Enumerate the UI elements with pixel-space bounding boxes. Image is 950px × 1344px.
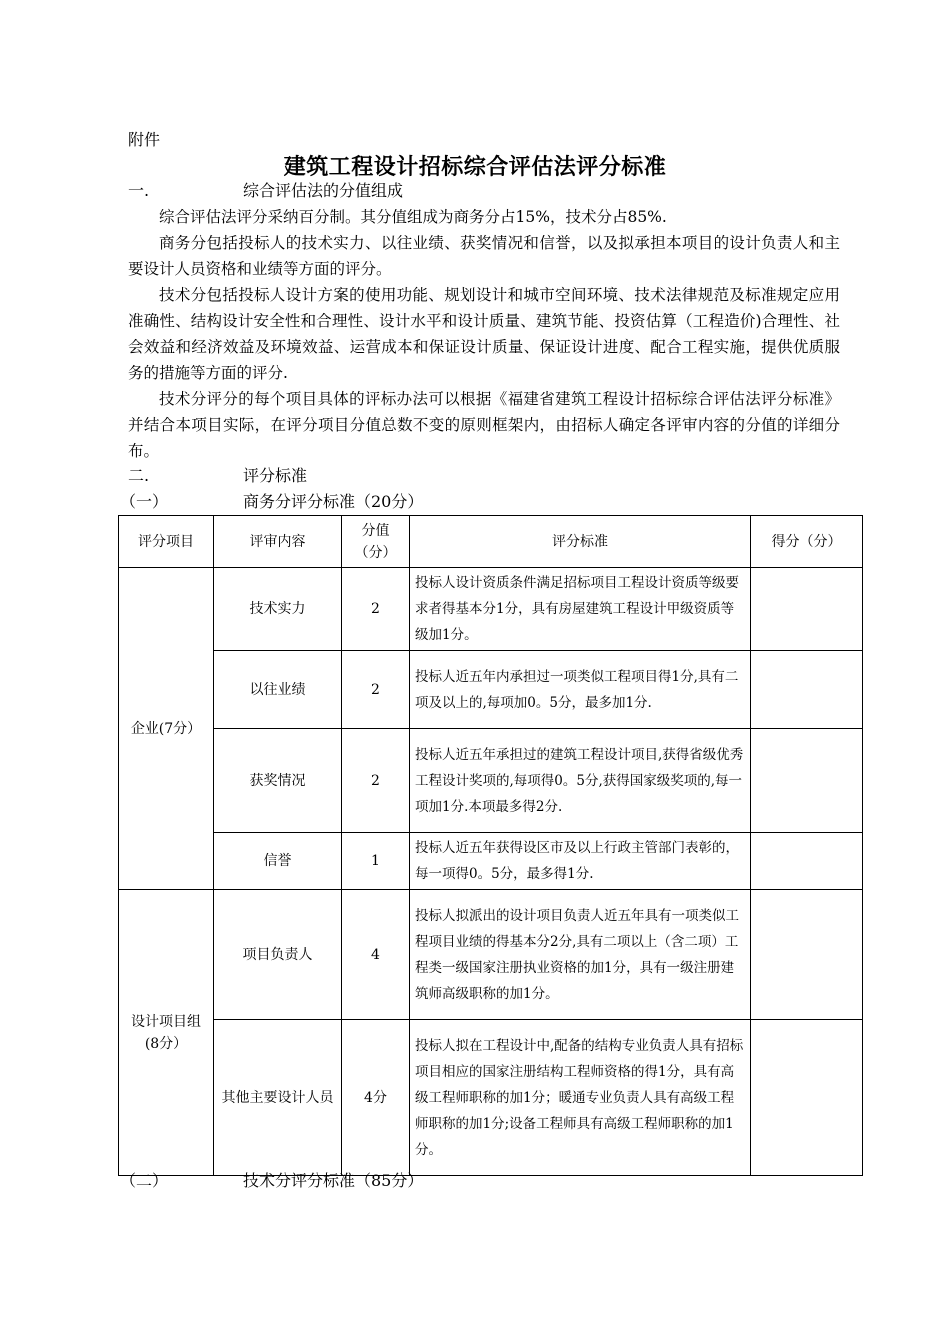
- subsection-2-title: 技术分评分标准（85分）: [243, 1171, 424, 1190]
- group-design-team: 设计项目组(8分）: [119, 890, 214, 1176]
- scoring-standard: 投标人设计资质条件满足招标项目工程设计资质等级要求者得基本分1分，具有房屋建筑工程设计甲级资质等级加1分。: [410, 568, 751, 651]
- score-value: 4: [342, 890, 410, 1020]
- score-value: 1: [342, 833, 410, 890]
- header-score: 分值（分）: [342, 516, 410, 568]
- group-enterprise: 企业(7分）: [119, 568, 214, 890]
- table-row: [119, 1020, 863, 1176]
- header-got: 得分（分）: [751, 516, 863, 568]
- section-1-title: 综合评估法的分值组成: [243, 181, 404, 200]
- table-header-row: [119, 516, 863, 568]
- got-score: [751, 729, 863, 833]
- review-content: 其他主要设计人员: [214, 1020, 342, 1176]
- scoring-standard: 投标人近五年获得设区市及以上行政主管部门表彰的，每一项得0。5分，最多得1分.: [410, 833, 751, 890]
- scoring-standard: 投标人拟在工程设计中,配备的结构专业负责人具有招标项目相应的国家注册结构工程师资格的得1分，具有高级工程师职称的加1分；暖通专业负责人具有高级工程师职称的加1分;设备工程师具有高级工程师职称的加1分。: [410, 1020, 751, 1176]
- table-row: [119, 568, 863, 651]
- got-score: [751, 1020, 863, 1176]
- review-content: 技术实力: [214, 568, 342, 651]
- header-standard: 评分标准: [410, 516, 751, 568]
- table-row: [119, 833, 863, 890]
- section-1-number: 一.: [128, 181, 150, 200]
- header-content: 评审内容: [214, 516, 342, 568]
- got-score: [751, 833, 863, 890]
- table-row: [119, 651, 863, 729]
- score-value: 2: [342, 568, 410, 651]
- scoring-standard: 投标人近五年内承担过一项类似工程项目得1分,具有二项及以上的,每项加0。5分，最多加1分.: [410, 651, 751, 729]
- paragraph: 技术分包括投标人设计方案的使用功能、规划设计和城市空间环境、技术法律规范及标准规定应用准确性、结构设计安全性和合理性、设计水平和设计质量、建筑节能、投资估算（工程造价)合理性、社会效益和经济效益及环境效益、运营成本和保证设计质量、保证设计进度、配合工程实施，提供优质服务的措施等方面的评分.: [128, 286, 840, 382]
- subsection-1-title: 商务分评分标准（20分）: [243, 492, 424, 511]
- header-item: 评分项目: [119, 516, 214, 568]
- review-content: 项目负责人: [214, 890, 342, 1020]
- subsection-2-number: （二）: [120, 1171, 169, 1190]
- score-value: 2: [342, 729, 410, 833]
- table-row: [119, 729, 863, 833]
- table-row: [119, 890, 863, 1020]
- review-content: 获奖情况: [214, 729, 342, 833]
- score-value: 4分: [342, 1020, 410, 1176]
- scoring-standard: 投标人拟派出的设计项目负责人近五年具有一项类似工程项目业绩的得基本分2分,具有二项以上（含二项）工程类一级国家注册执业资格的加1分，具有一级注册建筑师高级职称的加1分。: [410, 890, 751, 1020]
- review-content: 以往业绩: [214, 651, 342, 729]
- section-2-title: 评分标准: [243, 466, 308, 485]
- scoring-standard: 投标人近五年承担过的建筑工程设计项目,获得省级优秀工程设计奖项的,每项得0。5分,获得国家级奖项的,每一项加1分.本项最多得2分.: [410, 729, 751, 833]
- got-score: [751, 568, 863, 651]
- paragraph: 商务分包括投标人的技术实力、以往业绩、获奖情况和信誉，以及拟承担本项目的设计负责人和主要设计人员资格和业绩等方面的评分。: [128, 234, 840, 278]
- score-value: 2: [342, 651, 410, 729]
- document-title: 建筑工程设计招标综合评估法评分标准: [283, 154, 667, 180]
- section-2-number: 二.: [128, 466, 150, 485]
- paragraph: 综合评估法评分采纳百分制。其分值组成为商务分占15%，技术分占85%.: [159, 208, 667, 226]
- subsection-1-number: （一）: [120, 492, 169, 511]
- got-score: [751, 651, 863, 729]
- attachment-label: 附件: [128, 130, 161, 149]
- paragraph: 技术分评分的每个项目具体的评标办法可以根据《福建省建筑工程设计招标综合评估法评分标准》并结合本项目实际，在评分项目分值总数不变的原则框架内，由招标人确定各评审内容的分值的详细分布。: [128, 390, 840, 460]
- review-content: 信誉: [214, 833, 342, 890]
- got-score: [751, 890, 863, 1020]
- business-score-table: [118, 515, 863, 1176]
